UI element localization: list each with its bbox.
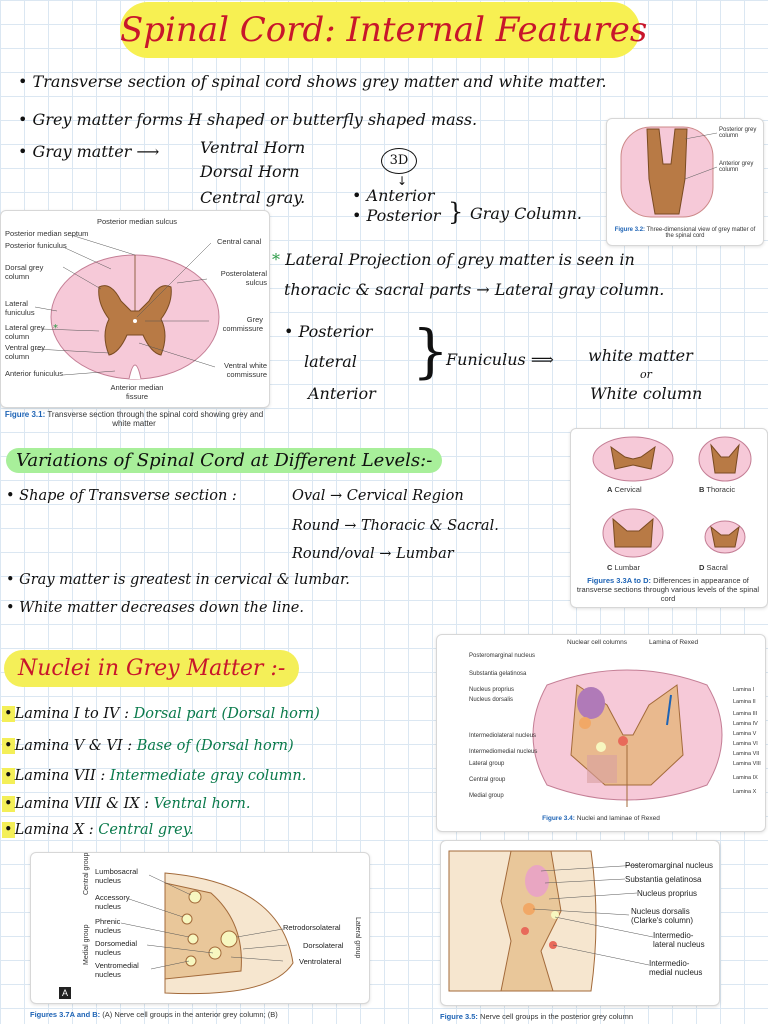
- central-gray: Central gray.: [200, 188, 306, 207]
- page-title: Spinal Cord: Internal Features: [120, 2, 640, 58]
- fig35-label-5: Intermedio-medial nucleus: [649, 959, 703, 977]
- fig37-left-2: Phrenic nucleus: [95, 917, 121, 935]
- fig31-label-2: Posterior funiculus: [5, 241, 67, 250]
- fig35-label-1: Substantia gelatinosa: [625, 875, 702, 884]
- gray-column: Gray Column.: [470, 204, 582, 223]
- fig31-label-4: Lateral funiculus: [5, 299, 35, 317]
- posterior-label: • Posterior: [352, 206, 441, 225]
- or-label: or: [640, 368, 652, 381]
- svg-text:*: *: [53, 323, 58, 334]
- figure-3-7: [30, 852, 370, 1004]
- variation-row-1: Round → Thoracic & Sacral.: [292, 518, 499, 534]
- fig31-label-12: Anterior median fissure: [110, 383, 164, 401]
- fig34-right-5: Lamina VI: [733, 741, 758, 747]
- nuclei-row-4: • Lamina X : Central grey.: [4, 822, 194, 838]
- fig37-side-central: Central group: [83, 852, 90, 895]
- lateral-projection-line-1: * Lateral Projection of grey matter is seen in: [272, 250, 635, 269]
- fig31-caption: Figure 3.1: Transverse section through the spinal cord showing grey and white matter: [4, 410, 264, 428]
- fig34-left-7: Central group: [469, 777, 506, 783]
- nuclei-row-2: • Lamina VII : Intermediate gray column.: [4, 768, 307, 784]
- fig34-left-3: Nucleus dorsalis: [469, 697, 514, 703]
- fig37-right-0: Retrodorsolateral: [283, 923, 341, 932]
- fig31-label-11: Ventral white commissure: [224, 361, 267, 379]
- fig34-left-4: Intermediolateral nucleus: [469, 733, 537, 739]
- fig33-panel-d: D Sacral: [699, 563, 728, 572]
- fig37-right-1: Dorsolateral: [303, 941, 344, 950]
- fig35-label-0: Posteromarginal nucleus: [625, 861, 714, 870]
- brace-icon: }: [448, 198, 464, 226]
- nuclei-row-1: • Lamina V & VI : Base of (Dorsal horn): [4, 738, 294, 754]
- fig37-left-0: Lumbosacral nucleus: [95, 867, 138, 885]
- white-matter: white matter: [588, 346, 693, 365]
- fig31-label-0: Posterior median sulcus: [97, 217, 178, 226]
- fig37-left-1: Accessory nucleus: [95, 893, 130, 911]
- dorsal-horn: Dorsal Horn: [200, 162, 300, 181]
- fig31-label-9: Posterolateral sulcus: [220, 269, 267, 287]
- fig35-label-3: Nucleus dorsalis (Clarke's column): [631, 907, 693, 925]
- figure-3-4: [436, 634, 766, 832]
- fig35-label-2: Nucleus proprius: [637, 889, 698, 898]
- fig32-label-0: Posterior grey column: [719, 127, 757, 139]
- spinal-levels-diagram: [571, 429, 767, 579]
- fig32-label-1: Anterior grey column: [719, 161, 754, 173]
- fig34-right-7: Lamina VIII: [733, 761, 761, 767]
- fig31-label-1: Posterior median septum: [5, 229, 89, 238]
- figure-3-1: [0, 210, 270, 408]
- fig34-right-4: Lamina V: [733, 731, 757, 737]
- nuclei-row-3: • Lamina VIII & IX : Ventral horn.: [4, 796, 251, 812]
- variations-heading: Variations of Spinal Cord at Different Levels:-: [6, 448, 442, 473]
- fig31-label-5: Lateral grey column: [5, 323, 45, 341]
- fig34-right-2: Lamina III: [733, 711, 758, 717]
- intro-line-1: • Transverse section of spinal cord shows grey matter and white matter.: [18, 72, 607, 91]
- nuclei-row-0: • Lamina I to IV : Dorsal part (Dorsal horn): [4, 706, 320, 722]
- anterior-label: • Anterior: [352, 186, 435, 205]
- fig34-right-8: Lamina IX: [733, 775, 758, 781]
- fig31-label-8: Central canal: [217, 237, 262, 246]
- intro-line-2: • Grey matter forms H shaped or butterfly shaped mass.: [18, 110, 478, 129]
- variation-note-0: • Gray matter is greatest in cervical & lumbar.: [6, 572, 350, 588]
- down-arrow-icon: ↓: [397, 174, 408, 188]
- ventral-horn: Ventral Horn: [200, 138, 306, 157]
- fig37-side-medial: Medial group: [83, 924, 90, 965]
- fig33-panel-b: B Thoracic: [699, 485, 736, 494]
- variation-row-0: Oval → Cervical Region: [292, 488, 464, 504]
- fig37-left-3: Dorsomedial nucleus: [95, 939, 138, 957]
- fig34-left-8: Medial group: [469, 793, 504, 799]
- white-column: White column: [590, 384, 703, 403]
- figure-3-2: [606, 118, 764, 246]
- fig34-left-0: Posteromarginal nucleus: [469, 653, 536, 659]
- fig31-label-10: Grey commissure: [222, 315, 263, 333]
- fig32-caption: Figure 3.2: Three-dimensional view of grey matter of the spinal cord: [614, 227, 756, 239]
- funiculus-posterior: • Posterior: [284, 322, 373, 341]
- fig34-caption: Figure 3.4: Nuclei and laminae of Rexed: [542, 815, 660, 822]
- fig34-left-6: Lateral group: [469, 761, 505, 767]
- fig31-label-6: Ventral grey column: [5, 343, 46, 361]
- fig34-left-1: Substantia gelatinosa: [469, 671, 527, 677]
- fig34-right-9: Lamina X: [733, 789, 757, 795]
- 3d-badge: 3D: [381, 148, 417, 174]
- fig35-caption: Figure 3.5: Nerve cell groups in the posterior grey column: [440, 1012, 634, 1021]
- variation-note-1: • White matter decreases down the line.: [6, 600, 304, 616]
- fig33-panel-a: A Cervical: [607, 485, 642, 494]
- fig37-side-lateral: Lateral group: [354, 917, 361, 959]
- fig34-top-0: Nuclear cell columns: [567, 639, 627, 646]
- funiculus-lateral: lateral: [304, 352, 357, 371]
- fig37-right-2: Ventrolateral: [299, 957, 342, 966]
- figure-3-5: [440, 840, 720, 1006]
- variation-row-2: Round/oval → Lumbar: [292, 546, 454, 562]
- fig31-label-7: Anterior funiculus: [5, 369, 63, 378]
- lateral-projection-line-2: thoracic & sacral parts → Lateral gray column.: [284, 280, 665, 299]
- fig37-caption: Figures 3.7A and B: (A) Nerve cell groups in the anterior grey column; (B): [30, 1010, 278, 1019]
- nuclei-heading: Nuclei in Grey Matter :-: [4, 650, 299, 687]
- shape-label: • Shape of Transverse section :: [6, 488, 237, 504]
- intro-line-3: • Gray matter ⟶: [18, 142, 160, 161]
- fig34-right-3: Lamina IV: [733, 721, 758, 727]
- funiculus-anterior: Anterior: [308, 384, 376, 403]
- fig34-left-2: Nucleus proprius: [469, 687, 515, 693]
- funiculus-label: Funiculus ⟹: [446, 350, 554, 369]
- funiculus-brace-icon: }: [412, 317, 449, 385]
- fig33-panel-c: C Lumbar: [607, 563, 640, 572]
- fig34-right-6: Lamina VII: [733, 751, 760, 757]
- fig37-left-4: Ventromedial nucleus: [95, 961, 139, 979]
- fig37-panel-label: A: [59, 987, 71, 999]
- fig35-label-4: Intermedio-lateral nucleus: [653, 931, 705, 949]
- fig34-top-1: Lamina of Rexed: [649, 639, 699, 646]
- fig33-caption: Figures 3.3A to D: Differences in appearance of transverse sections through various levels of the spinal cord: [576, 576, 760, 603]
- fig31-label-3: Dorsal grey column: [5, 263, 44, 281]
- fig34-right-1: Lamina II: [733, 699, 756, 705]
- rexed-laminae-diagram: [437, 635, 765, 815]
- fig34-left-5: Intermediomedial nucleus: [469, 749, 538, 755]
- fig34-right-0: Lamina I: [733, 687, 755, 693]
